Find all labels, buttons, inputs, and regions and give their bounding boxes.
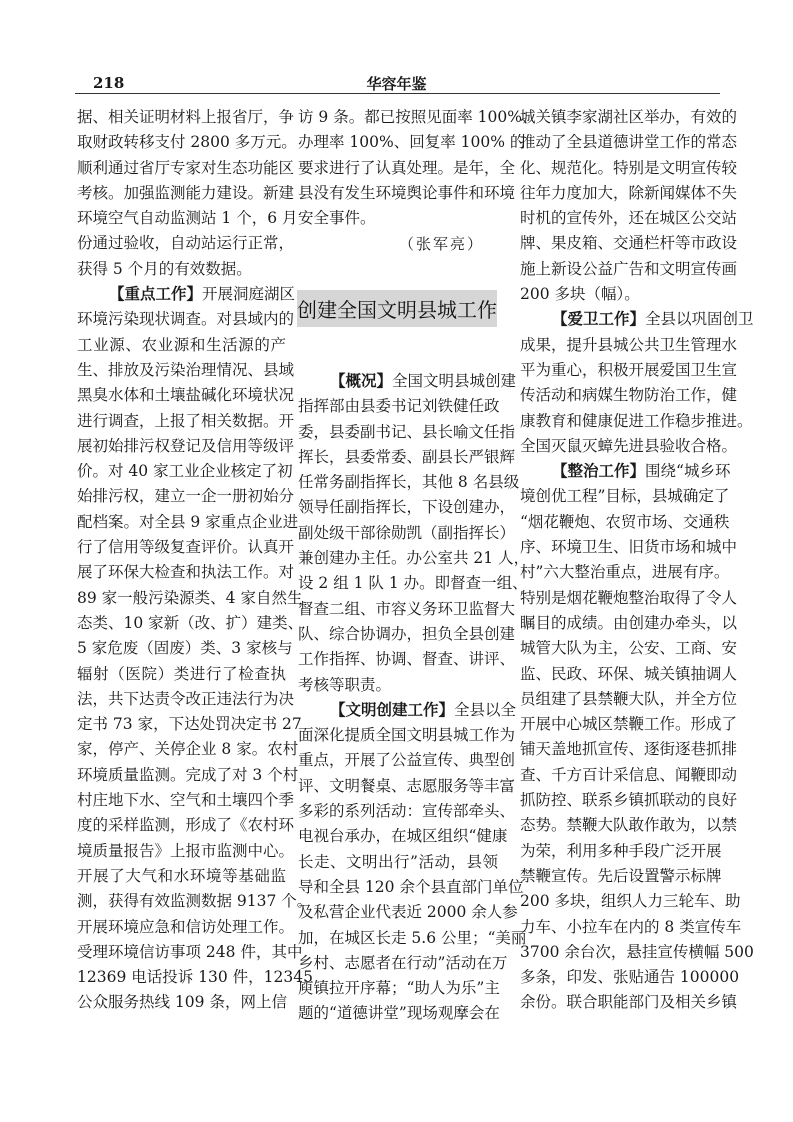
middle-column [298, 369, 530, 1027]
line-text: 余份。联合职能部门及相关乡镇 [520, 993, 738, 1012]
line-text: 顺利通过省厅专家对生态功能区 [77, 158, 295, 177]
subsection-label: 【重点工作】 [109, 285, 203, 304]
text-line [77, 990, 286, 1015]
text-line [520, 130, 738, 155]
text-line [298, 799, 516, 824]
text-line [520, 383, 738, 408]
text-line [298, 824, 508, 849]
line-text: 抓防控、联系乡镇抓联动的良好 [520, 791, 738, 810]
text-line [520, 763, 738, 788]
text-line [520, 687, 738, 712]
text-line [520, 864, 722, 889]
text-line [520, 560, 730, 585]
line-text: 为荣，利用多种手段广泛开展 [520, 841, 722, 860]
line-text: 考核等职责。 [298, 675, 392, 694]
text-line [77, 156, 295, 181]
text-line [77, 307, 295, 332]
line-text: 境创优工程”目标，县城确定了 [520, 487, 730, 506]
text-line [77, 333, 286, 358]
line-text: 5 家危废（固废）类、3 家核与 [77, 639, 293, 658]
line-text: 开展洞庭湖区 [202, 285, 296, 304]
line-text: 测，获得有效监测数据 9137 个。 [77, 892, 313, 911]
text-line [77, 535, 295, 560]
line-text: 度的采样监测，形成了《农村环 [77, 816, 295, 835]
text-line [77, 965, 313, 990]
text-line [77, 788, 295, 813]
left-column [77, 105, 313, 1016]
text-line [298, 597, 516, 622]
line-text: 全国文明县城创建 [392, 372, 517, 390]
text-line [77, 737, 299, 762]
line-text: 乡村、志愿者在行动”活动在万 [298, 953, 508, 972]
paragraph-start-line [520, 459, 731, 484]
text-line [77, 864, 286, 889]
line-text: 兼创建办主任。办公室共 21 人， [298, 549, 530, 568]
line-text: 进行调查，上报了相关数据。开 [77, 411, 295, 430]
line-text: 特别是烟花鞭炮整治取得了令人 [520, 588, 738, 607]
text-line [298, 130, 526, 155]
line-text: 推动了全县道德讲堂工作的常态 [520, 133, 738, 152]
text-line [520, 181, 738, 206]
line-text: “烟花鞭炮、农贸市场、交通秩 [520, 512, 730, 531]
text-line [298, 748, 516, 773]
line-text: 题的“道德讲堂”现场观摩会在 [298, 1004, 500, 1023]
text-line [77, 206, 298, 231]
line-text: 态类、10 家新（改、扩）建类、 [77, 613, 304, 632]
line-text: 电视台承办，在城区组织“健康 [298, 827, 508, 846]
line-text: 面深化提质全国文明县城工作为 [298, 726, 516, 745]
line-text: 开展环境应急和信访处理工作。 [77, 917, 295, 936]
line-text: 城管大队为主，公安、工商、安 [520, 639, 738, 658]
line-text: 全国灭鼠灭蟑先进县验收合格。 [520, 436, 738, 455]
line-text: 指挥部由县委书记刘铁健任政 [298, 397, 500, 416]
text-line [520, 484, 730, 509]
line-text: 环境空气自动监测站 1 个，6 月 [77, 209, 298, 228]
text-line [77, 763, 299, 788]
text-line [77, 409, 295, 434]
line-text: 副处级干部徐勋凯（副指挥长） [298, 523, 516, 542]
line-text: 村”六大整治重点，进展有序。 [520, 563, 730, 582]
text-line [520, 990, 738, 1015]
line-text: 导和全县 120 余个县直部门单位 [298, 877, 524, 896]
text-line [520, 611, 738, 636]
line-text: 行了信用等级复查评价。认真开 [77, 538, 295, 557]
text-line [520, 282, 719, 307]
text-line [77, 915, 295, 940]
text-line [520, 434, 738, 459]
line-text: 领导任副指挥长，下设创建办， [298, 498, 516, 517]
line-text: 平为重心，积极开展爱国卫生宣 [520, 360, 738, 379]
line-text: 县没有发生环境舆论事件和环境 [298, 183, 516, 202]
line-text: 监、民政、环保、城关镇抽调人 [520, 664, 738, 683]
line-text: 队、综合协调办，担负全县创建 [298, 624, 516, 643]
line-text: 瞩目的成绩。由创建办牵头，以 [520, 613, 738, 632]
text-line [77, 383, 295, 408]
running-title: 华容年鉴 [366, 75, 427, 93]
text-line [520, 813, 738, 838]
line-text: 重点，开展了公益宣传、典型创 [298, 751, 516, 770]
text-line [520, 409, 753, 434]
line-text: 200 多块（幅）。 [520, 285, 640, 304]
line-text: 12369 电话投诉 130 件，12345 [77, 968, 313, 987]
line-text: 力车、小拉车在内的 8 类宣传车 [520, 917, 742, 936]
text-line [77, 940, 303, 965]
text-line [520, 839, 722, 864]
line-text: 评、文明餐桌、志愿服务等丰富 [298, 776, 516, 795]
line-text: 生、排放及污染治理情况、县域 [77, 360, 295, 379]
paragraph-start-line [77, 282, 296, 307]
line-text: 牌、果皮箱、交通栏杆等市政设 [520, 234, 738, 253]
line-text: 安全事件。 [298, 209, 376, 228]
text-line [77, 712, 302, 737]
line-text: 全县以巩固创卫 [645, 310, 754, 329]
line-text: 挥长，县委常委、副县长严银辉 [298, 447, 516, 466]
line-text: 价。对 40 家工业企业核定了初 [77, 462, 293, 481]
line-text: 据、相关证明材料上报省厅，争 [77, 108, 295, 126]
line-text: 辐射（医院）类进行了检查执 [77, 664, 286, 683]
text-line [77, 257, 286, 282]
text-line [520, 737, 738, 762]
text-line [298, 875, 524, 900]
line-text: 3700 余台次，悬挂宣传横幅 500 [520, 942, 754, 961]
line-text: 往年力度加大，除新闻媒体不失 [520, 183, 738, 202]
text-line [298, 951, 508, 976]
text-line [298, 774, 516, 799]
text-line [77, 181, 295, 206]
line-text: 督查二组、市容义务环卫监督大 [298, 599, 516, 618]
line-text: 及私营企业代表近 2000 余人参 [298, 903, 518, 922]
line-text: 获得 5 个月的有效数据。 [77, 259, 252, 278]
text-line [520, 636, 738, 661]
line-text: 考核。加强监测能力建设。新建 [77, 183, 295, 202]
line-text: 配档案。对全县 9 家重点企业进 [77, 512, 299, 531]
text-line [298, 673, 498, 698]
text-line [298, 1001, 498, 1026]
page-number: 218 [93, 74, 125, 92]
line-text: 展初始排污权登记及信用等级评 [77, 436, 295, 455]
text-line [77, 687, 295, 712]
text-line [520, 535, 738, 560]
text-line [77, 434, 295, 459]
line-text: 开展了大气和水环境等基础监 [77, 866, 286, 885]
subsection-label: 【概况】 [330, 372, 393, 390]
line-text: 任常务副指挥长，其他 8 名县级 [298, 473, 520, 492]
text-line [298, 723, 516, 748]
line-text: 设 2 组 1 队 1 办。即督查一组、 [298, 574, 528, 593]
text-line [520, 156, 738, 181]
text-line [298, 445, 516, 470]
line-text: 铺天盖地抓宣传、逐街逐巷抓排 [520, 740, 738, 759]
paragraph-start-line [520, 307, 754, 332]
text-line [298, 394, 498, 419]
text-line [77, 813, 295, 838]
text-line [298, 546, 530, 571]
line-text: 公众服务热线 109 条，网上信 [77, 993, 287, 1012]
text-line [520, 231, 738, 256]
line-text: 多条，印发、张贴通告 100000 [520, 968, 740, 987]
line-text: 长走、文明出行”活动，县领 [298, 852, 498, 871]
line-text: 村庄地下水、空气和土壤四个季 [77, 791, 295, 810]
text-line [520, 940, 754, 965]
text-line [520, 105, 738, 130]
line-text: 工作指挥、协调、督查、讲评、 [298, 650, 516, 669]
text-line [520, 965, 740, 990]
line-text: 传活动和病媒生物防治工作，健 [520, 386, 738, 405]
line-text: 查、千方百计采信息、闻鞭即动 [520, 765, 738, 784]
text-line [520, 358, 738, 383]
line-text: 时机的宣传外，还在城区公交站 [520, 209, 738, 228]
text-line [298, 900, 518, 925]
text-line [77, 560, 295, 585]
header-rule [75, 93, 720, 94]
line-text: 委，县委副书记、县长喻文任指 [298, 422, 516, 441]
text-line [520, 788, 738, 813]
paragraph-start-line [298, 369, 517, 394]
text-line [77, 130, 297, 155]
text-line [77, 611, 304, 636]
line-text: 成果，提升县城公共卫生管理水 [520, 335, 738, 354]
text-line [77, 105, 295, 130]
text-line [298, 156, 516, 181]
text-line [520, 510, 730, 535]
text-line [298, 181, 516, 206]
text-line [77, 510, 299, 535]
text-line [298, 926, 527, 951]
text-line [520, 206, 738, 231]
text-line [520, 333, 738, 358]
text-line [77, 662, 286, 687]
line-text: 禁鞭宣传。先后设置警示标牌 [520, 866, 722, 885]
line-text: 围绕“城乡环 [645, 462, 731, 481]
line-text: 施上新设公益广告和文明宣传画 [520, 259, 738, 278]
text-line [520, 586, 738, 611]
line-text: 全县以全 [454, 700, 517, 719]
line-text: 境质量报告》上报市监测中心。 [77, 841, 295, 860]
line-text: 康教育和健康促进工作稳步推进。 [520, 411, 753, 430]
text-line [298, 470, 520, 495]
text-line [298, 850, 498, 875]
line-text: 城关镇李家湖社区举办，有效的 [520, 108, 738, 126]
line-text: 黑臭水体和土壤盐碱化环境状况 [77, 386, 295, 405]
text-line [77, 586, 303, 611]
text-line [520, 712, 738, 737]
line-text: 化、规范化。特别是文明宣传较 [520, 158, 738, 177]
line-text: 员组建了县禁鞭大队，并全方位 [520, 689, 738, 708]
text-line [298, 206, 498, 231]
line-text: 受理环境信访事项 248 件，其中 [77, 942, 303, 961]
author-credit: （张军亮） [398, 235, 484, 253]
text-line [77, 358, 295, 383]
text-line [298, 976, 498, 1001]
text-line [77, 839, 295, 864]
line-text: 办理率 100%、回复率 100% 的 [298, 133, 526, 152]
text-line [520, 915, 742, 940]
text-line [77, 889, 313, 914]
line-text: 环境质量监测。完成了对 3 个村 [77, 765, 299, 784]
line-text: 环境污染现状调查。对县域内的 [77, 310, 295, 329]
text-line [520, 889, 741, 914]
line-text: 加，在城区长走 5.6 公里；“美丽 [298, 928, 527, 947]
subsection-label: 【爱卫工作】 [552, 310, 646, 329]
text-line [77, 484, 295, 509]
line-text: 法，共下达责令改正违法行为决 [77, 689, 295, 708]
text-line [298, 622, 516, 647]
subsection-label: 【文明创建工作】 [330, 700, 455, 719]
right-column [520, 105, 754, 1016]
line-text: 序、环境卫生、旧货市场和城中 [520, 538, 738, 557]
line-text: 定书 73 家，下达处罚决定书 27 [77, 715, 302, 734]
paragraph-start-line [298, 698, 517, 723]
line-text: 展了环保大检查和执法工作。对 [77, 563, 295, 582]
text-line [520, 662, 738, 687]
text-line [298, 105, 538, 130]
section-heading: 创建全国文明县城工作 [297, 290, 497, 327]
line-text: 开展中心城区禁鞭工作。形成了 [520, 715, 738, 734]
line-text: 份通过验收，自动站运行正常， [77, 234, 295, 253]
subsection-label: 【整治工作】 [552, 462, 646, 481]
text-line [77, 459, 293, 484]
text-line [520, 257, 738, 282]
middle-column-top [298, 105, 538, 231]
line-text: 访 9 条。都已按照见面率 100%、 [298, 108, 538, 126]
line-text: 89 家一般污染源类、4 家自然生 [77, 588, 303, 607]
line-text: 家，停产、关停企业 8 家。农村 [77, 740, 299, 759]
line-text: 多彩的系列活动：宣传部牵头、 [298, 802, 516, 821]
text-line [298, 495, 516, 520]
text-line [298, 420, 516, 445]
line-text: 要求进行了认真处理。是年，全 [298, 158, 516, 177]
line-text: 工业源、农业源和生活源的产 [77, 335, 286, 354]
text-line [77, 231, 295, 256]
line-text: 取财政转移支付 2800 多万元。 [77, 133, 297, 152]
line-text: 态势。禁鞭大队敢作敢为，以禁 [520, 816, 738, 835]
text-line [298, 647, 516, 672]
line-text: 200 多块，组织人力三轮车、助 [520, 892, 741, 911]
text-line [298, 521, 516, 546]
line-text: 庾镇拉开序幕；“助人为乐”主 [298, 979, 500, 998]
text-line [298, 571, 528, 596]
line-text: 始排污权，建立一企一册初始分 [77, 487, 295, 506]
text-line [77, 636, 293, 661]
